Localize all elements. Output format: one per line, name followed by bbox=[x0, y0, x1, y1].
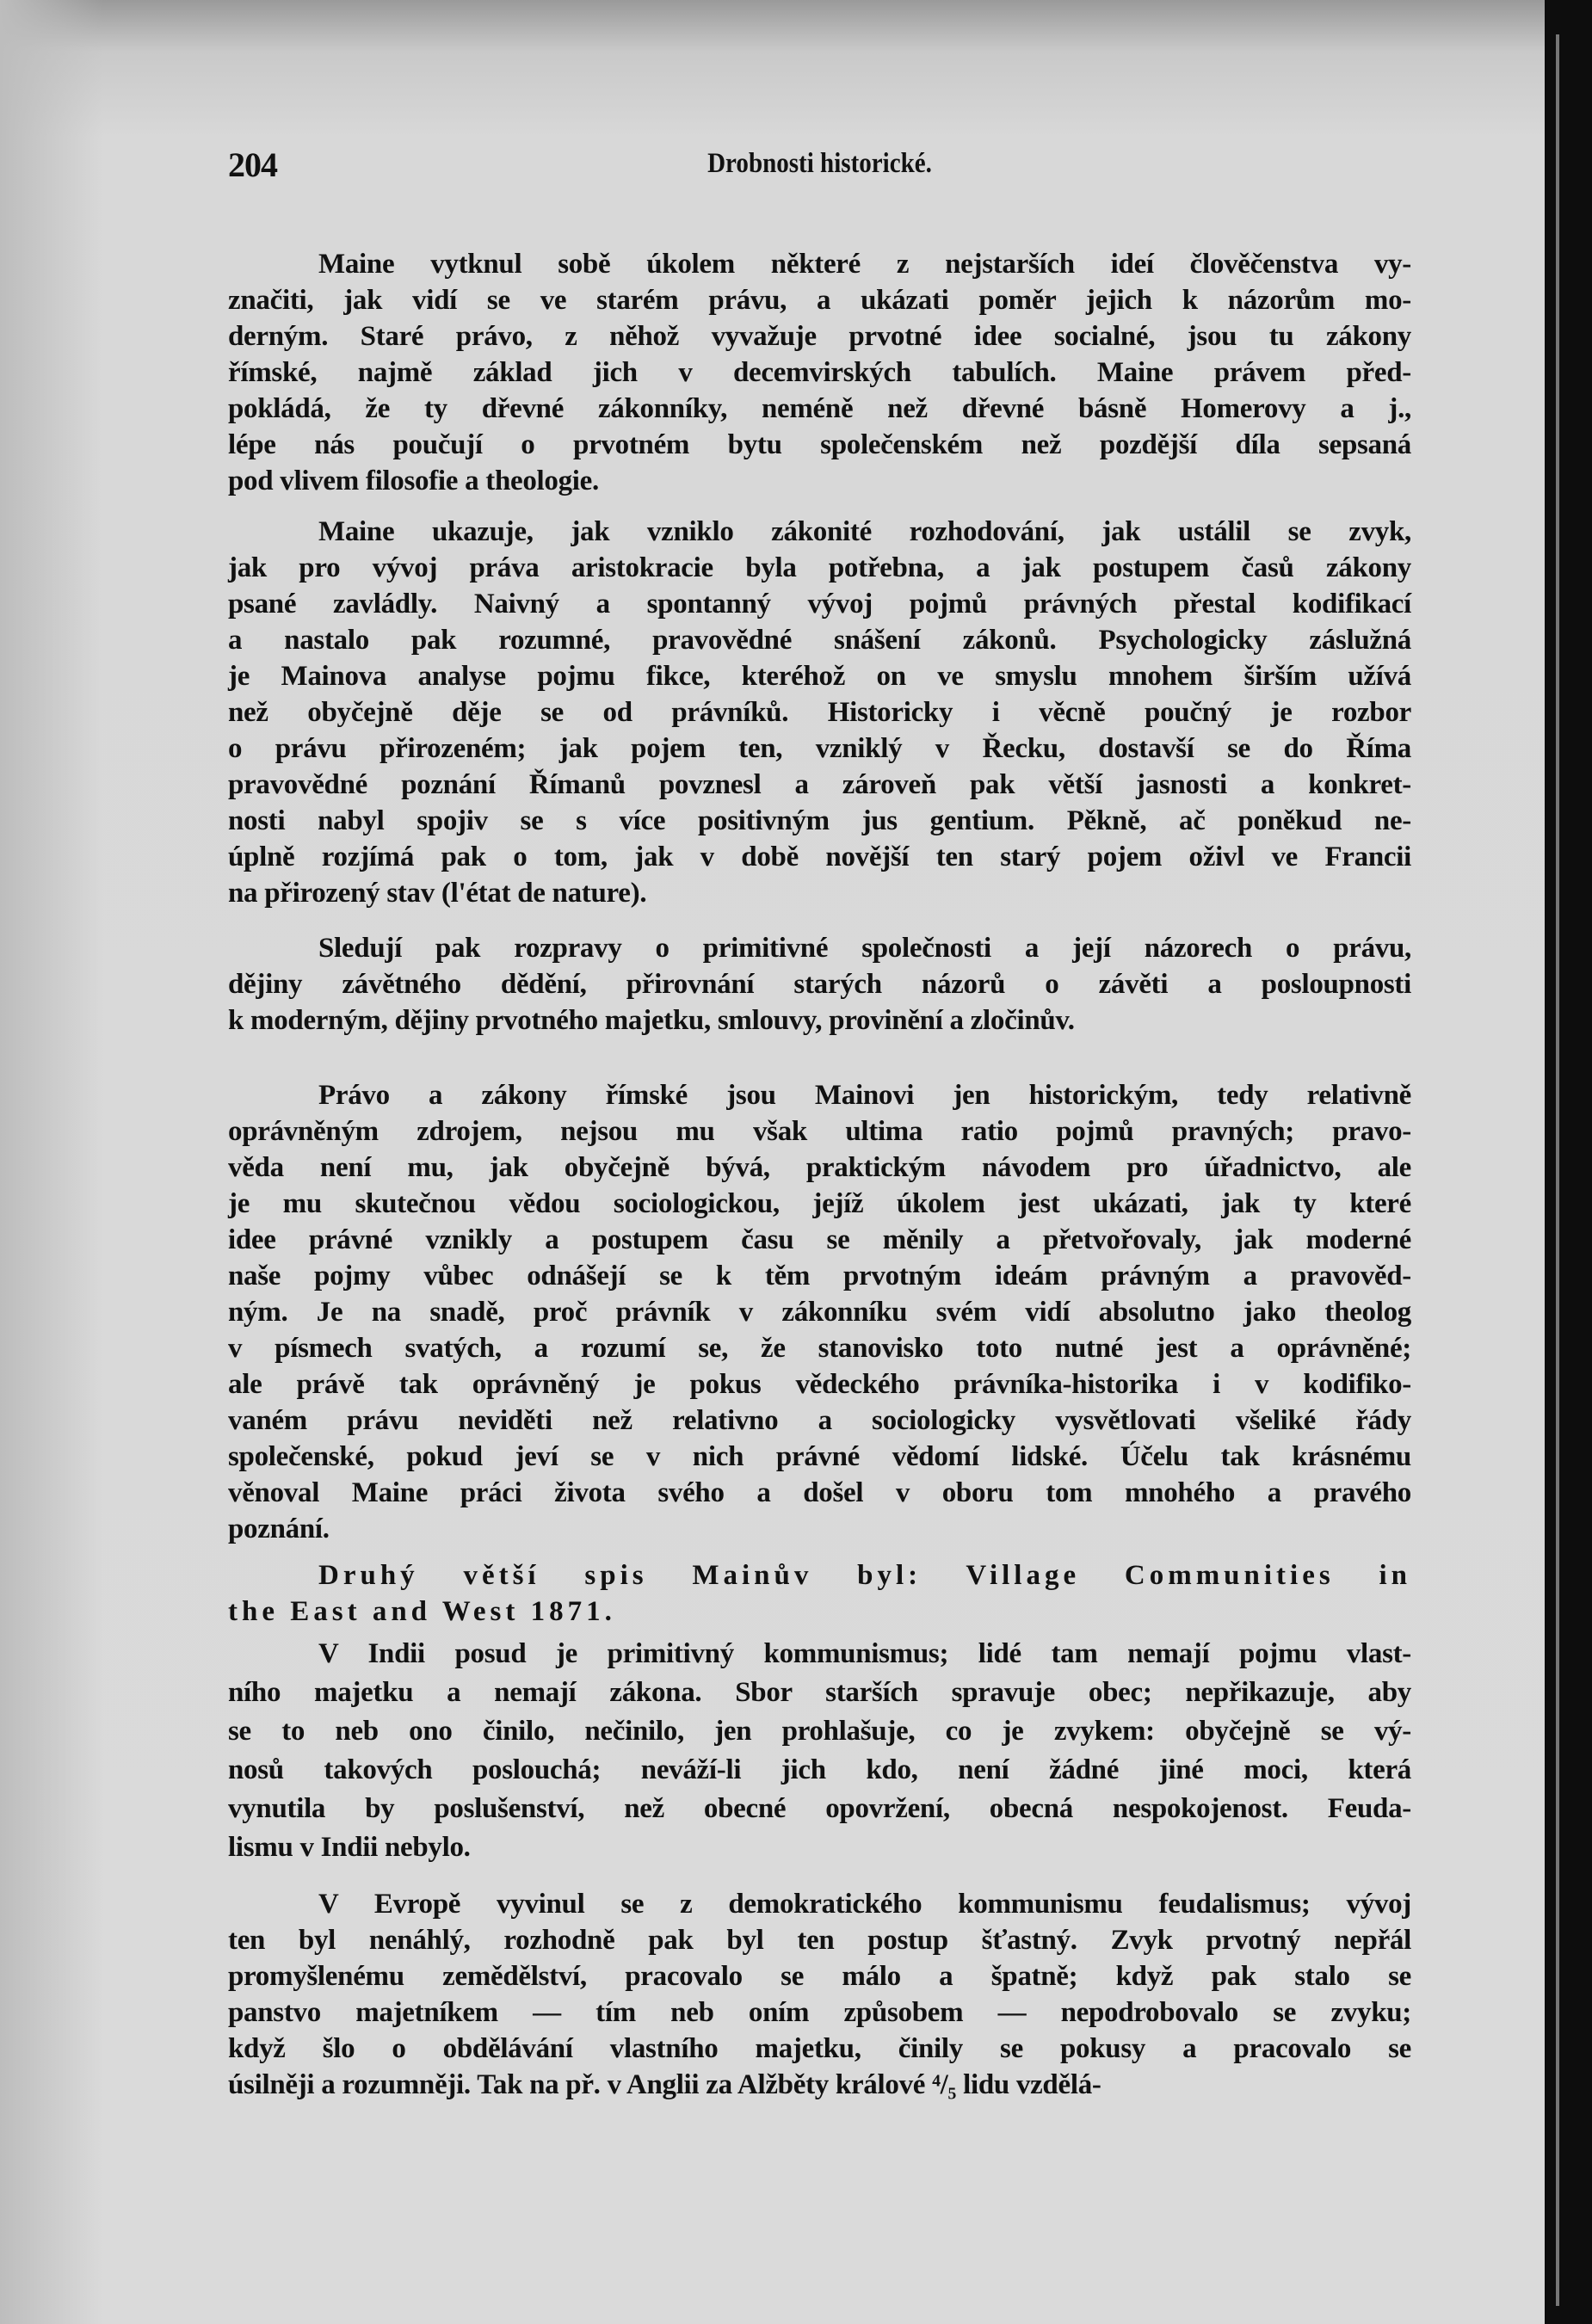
text-line: V Evropě vyvinul se z demokratického kommunismu feudalismus; vývoj bbox=[318, 1889, 1411, 1920]
text-line: jak pro vývoj práva aristokracie byla potřebna, a jak postupem časů zákony bbox=[228, 552, 1411, 583]
page-header bbox=[228, 145, 1411, 188]
text-line: se to neb ono činilo, nečinilo, jen prohlašuje, co je zvykem: obyčejně se vý- bbox=[228, 1716, 1411, 1747]
text-line: lismu v Indii nebylo. bbox=[228, 1832, 471, 1863]
text-line: je Mainova analyse pojmu fikce, kteréhož on ve smyslu mnohem širším užívá bbox=[228, 661, 1411, 692]
text-line: derným. Staré právo, z něhož vyvažuje prvotné idee socialné, jsou tu zákony bbox=[228, 321, 1411, 352]
text-line: v písmech svatých, a rozumí se, že stanovisko toto nutné jest a oprávněné; bbox=[228, 1333, 1411, 1364]
text-line: promyšlenému zemědělství, pracovalo se málo a špatně; když pak stalo se bbox=[228, 1961, 1411, 1992]
text-line: když šlo o obdělávání vlastního majetku, činily se pokusy a pracovalo se bbox=[228, 2033, 1411, 2064]
paragraph bbox=[228, 930, 1411, 1039]
text-line: ten byl nenáhlý, rozhodně pak byl ten postup šťastný. Zvyk prvotný nepřál bbox=[228, 1925, 1411, 1956]
text-line: Druhý větší spis Mainův byl: Village Communities in bbox=[318, 1560, 1411, 1591]
text-line: je mu skutečnou vědou sociologickou, jejíž úkolem jest ukázati, jak ty které bbox=[228, 1188, 1411, 1219]
text-line: Maine vytknul sobě úkolem některé z nejstarších ideí člověčenstva vy- bbox=[318, 249, 1411, 280]
scan-edge-line bbox=[1556, 34, 1559, 2306]
text-line: pokládá, že ty dřevné zákonníky, neméně než dřevné básně Homerovy a j., bbox=[228, 393, 1411, 424]
text-line: úsilněji a rozumněji. Tak na př. v Anglii za Alžběty králové ⁴/₅ lidu vzdělá- bbox=[228, 2069, 1101, 2100]
paragraph bbox=[228, 1077, 1411, 1547]
text-line: lépe nás poučují o prvotném bytu společenském než pozdější díla sepsaná bbox=[228, 429, 1411, 460]
text-line: úplně rozjímá pak o tom, jak v době novější ten starý pojem oživl ve Francii bbox=[228, 841, 1411, 872]
text-line: věnoval Maine práci života svého a došel v oboru tom mnohého a pravého bbox=[228, 1477, 1411, 1508]
text-line: nosů takových poslouchá; neváží-li jich kdo, není žádné jiné moci, která bbox=[228, 1754, 1411, 1785]
text-line: ního majetku a nemají zákona. Sbor starších spravuje obec; nepřikazuje, aby bbox=[228, 1677, 1411, 1708]
paragraph bbox=[228, 1635, 1411, 1867]
text-line: Právo a zákony římské jsou Mainovi jen historickým, tedy relativně bbox=[318, 1080, 1411, 1111]
text-line: naše pojmy vůbec odnášejí se k těm prvotným ideám právným a pravověd- bbox=[228, 1261, 1411, 1291]
paragraph bbox=[228, 1886, 1411, 2103]
text-line: oprávněným zdrojem, nejsou mu však ultima ratio pojmů pravných; pravo- bbox=[228, 1116, 1411, 1147]
text-line: ale právě tak oprávněný je pokus vědeckého právníka-historika i v kodifiko- bbox=[228, 1369, 1411, 1400]
text-line: na přirozený stav (l'état de nature). bbox=[228, 878, 647, 909]
scan-edge bbox=[1545, 0, 1592, 2324]
text-line: Sledují pak rozpravy o primitivné společnosti a její názorech o právu, bbox=[318, 933, 1411, 964]
text-line: římské, najmě základ jich v decemvirských tabulích. Maine právem před- bbox=[228, 357, 1411, 388]
text-line: psané zavládly. Naivný a spontanný vývoj pojmů právných přestal kodifikací bbox=[228, 589, 1411, 620]
text-line: vaném právu neviděti než relativno a sociologicky vysvětlovati všeliké řády bbox=[228, 1405, 1411, 1436]
text-line: věda není mu, jak obyčejně bývá, praktickým návodem pro úřadnictvo, ale bbox=[228, 1152, 1411, 1183]
text-line: a nastalo pak rozumné, pravovědné snášení zákonů. Psychologicky záslužná bbox=[228, 625, 1411, 656]
text-line: společenské, pokud jeví se v nich právné vědomí lidské. Účelu tak krásnému bbox=[228, 1441, 1411, 1472]
text-line: the East and West 1871. bbox=[228, 1596, 616, 1627]
text-line: pravovědné poznání Římanů povznesl a zároveň pak větší jasnosti a konkret- bbox=[228, 769, 1411, 800]
page-shadow bbox=[0, 0, 103, 2324]
text-line: pod vlivem filosofie a theologie. bbox=[228, 465, 599, 496]
page-number: 204 bbox=[228, 145, 277, 184]
paragraph-book-title bbox=[228, 1557, 1411, 1630]
text-line: k moderným, dějiny prvotného majetku, smlouvy, provinění a zločinův. bbox=[228, 1005, 1075, 1036]
text-line: Maine ukazuje, jak vzniklo zákonité rozhodování, jak ustálil se zvyk, bbox=[318, 516, 1411, 547]
text-line: nosti nabyl spojiv se s více positivným jus gentium. Pěkně, ač poněkud ne- bbox=[228, 805, 1411, 836]
text-line: V Indii posud je primitivný kommunismus; lidé tam nemají pojmu vlast- bbox=[318, 1638, 1411, 1669]
text-line: dějiny závětného dědění, přirovnání starých názorů o závěti a posloupnosti bbox=[228, 969, 1411, 1000]
text-line: poznání. bbox=[228, 1513, 330, 1544]
running-title: Drobnosti historické. bbox=[707, 148, 932, 179]
text-line: idee právné vznikly a postupem času se měnily a přetvořovaly, jak moderné bbox=[228, 1224, 1411, 1255]
text-line: panstvo majetníkem — tím neb oním způsobem — nepodrobovalo se zvyku; bbox=[228, 1997, 1411, 2028]
text-line: vynutila by poslušenství, než obecné opovržení, obecná nespokojenost. Feuda- bbox=[228, 1793, 1411, 1824]
paragraph bbox=[228, 246, 1411, 499]
text-line: než obyčejně děje se od právníků. Historicky i věcně poučný je rozbor bbox=[228, 697, 1411, 728]
text-line: ným. Je na snadě, proč právník v zákonníku svém vidí absolutno jako theolog bbox=[228, 1297, 1411, 1328]
text-line: o právu přirozeném; jak pojem ten, vzniklý v Řecku, dostavší se do Říma bbox=[228, 733, 1411, 764]
text-line: značiti, jak vidí se ve starém právu, a ukázati poměr jejich k názorům mo- bbox=[228, 285, 1411, 316]
paragraph bbox=[228, 514, 1411, 911]
